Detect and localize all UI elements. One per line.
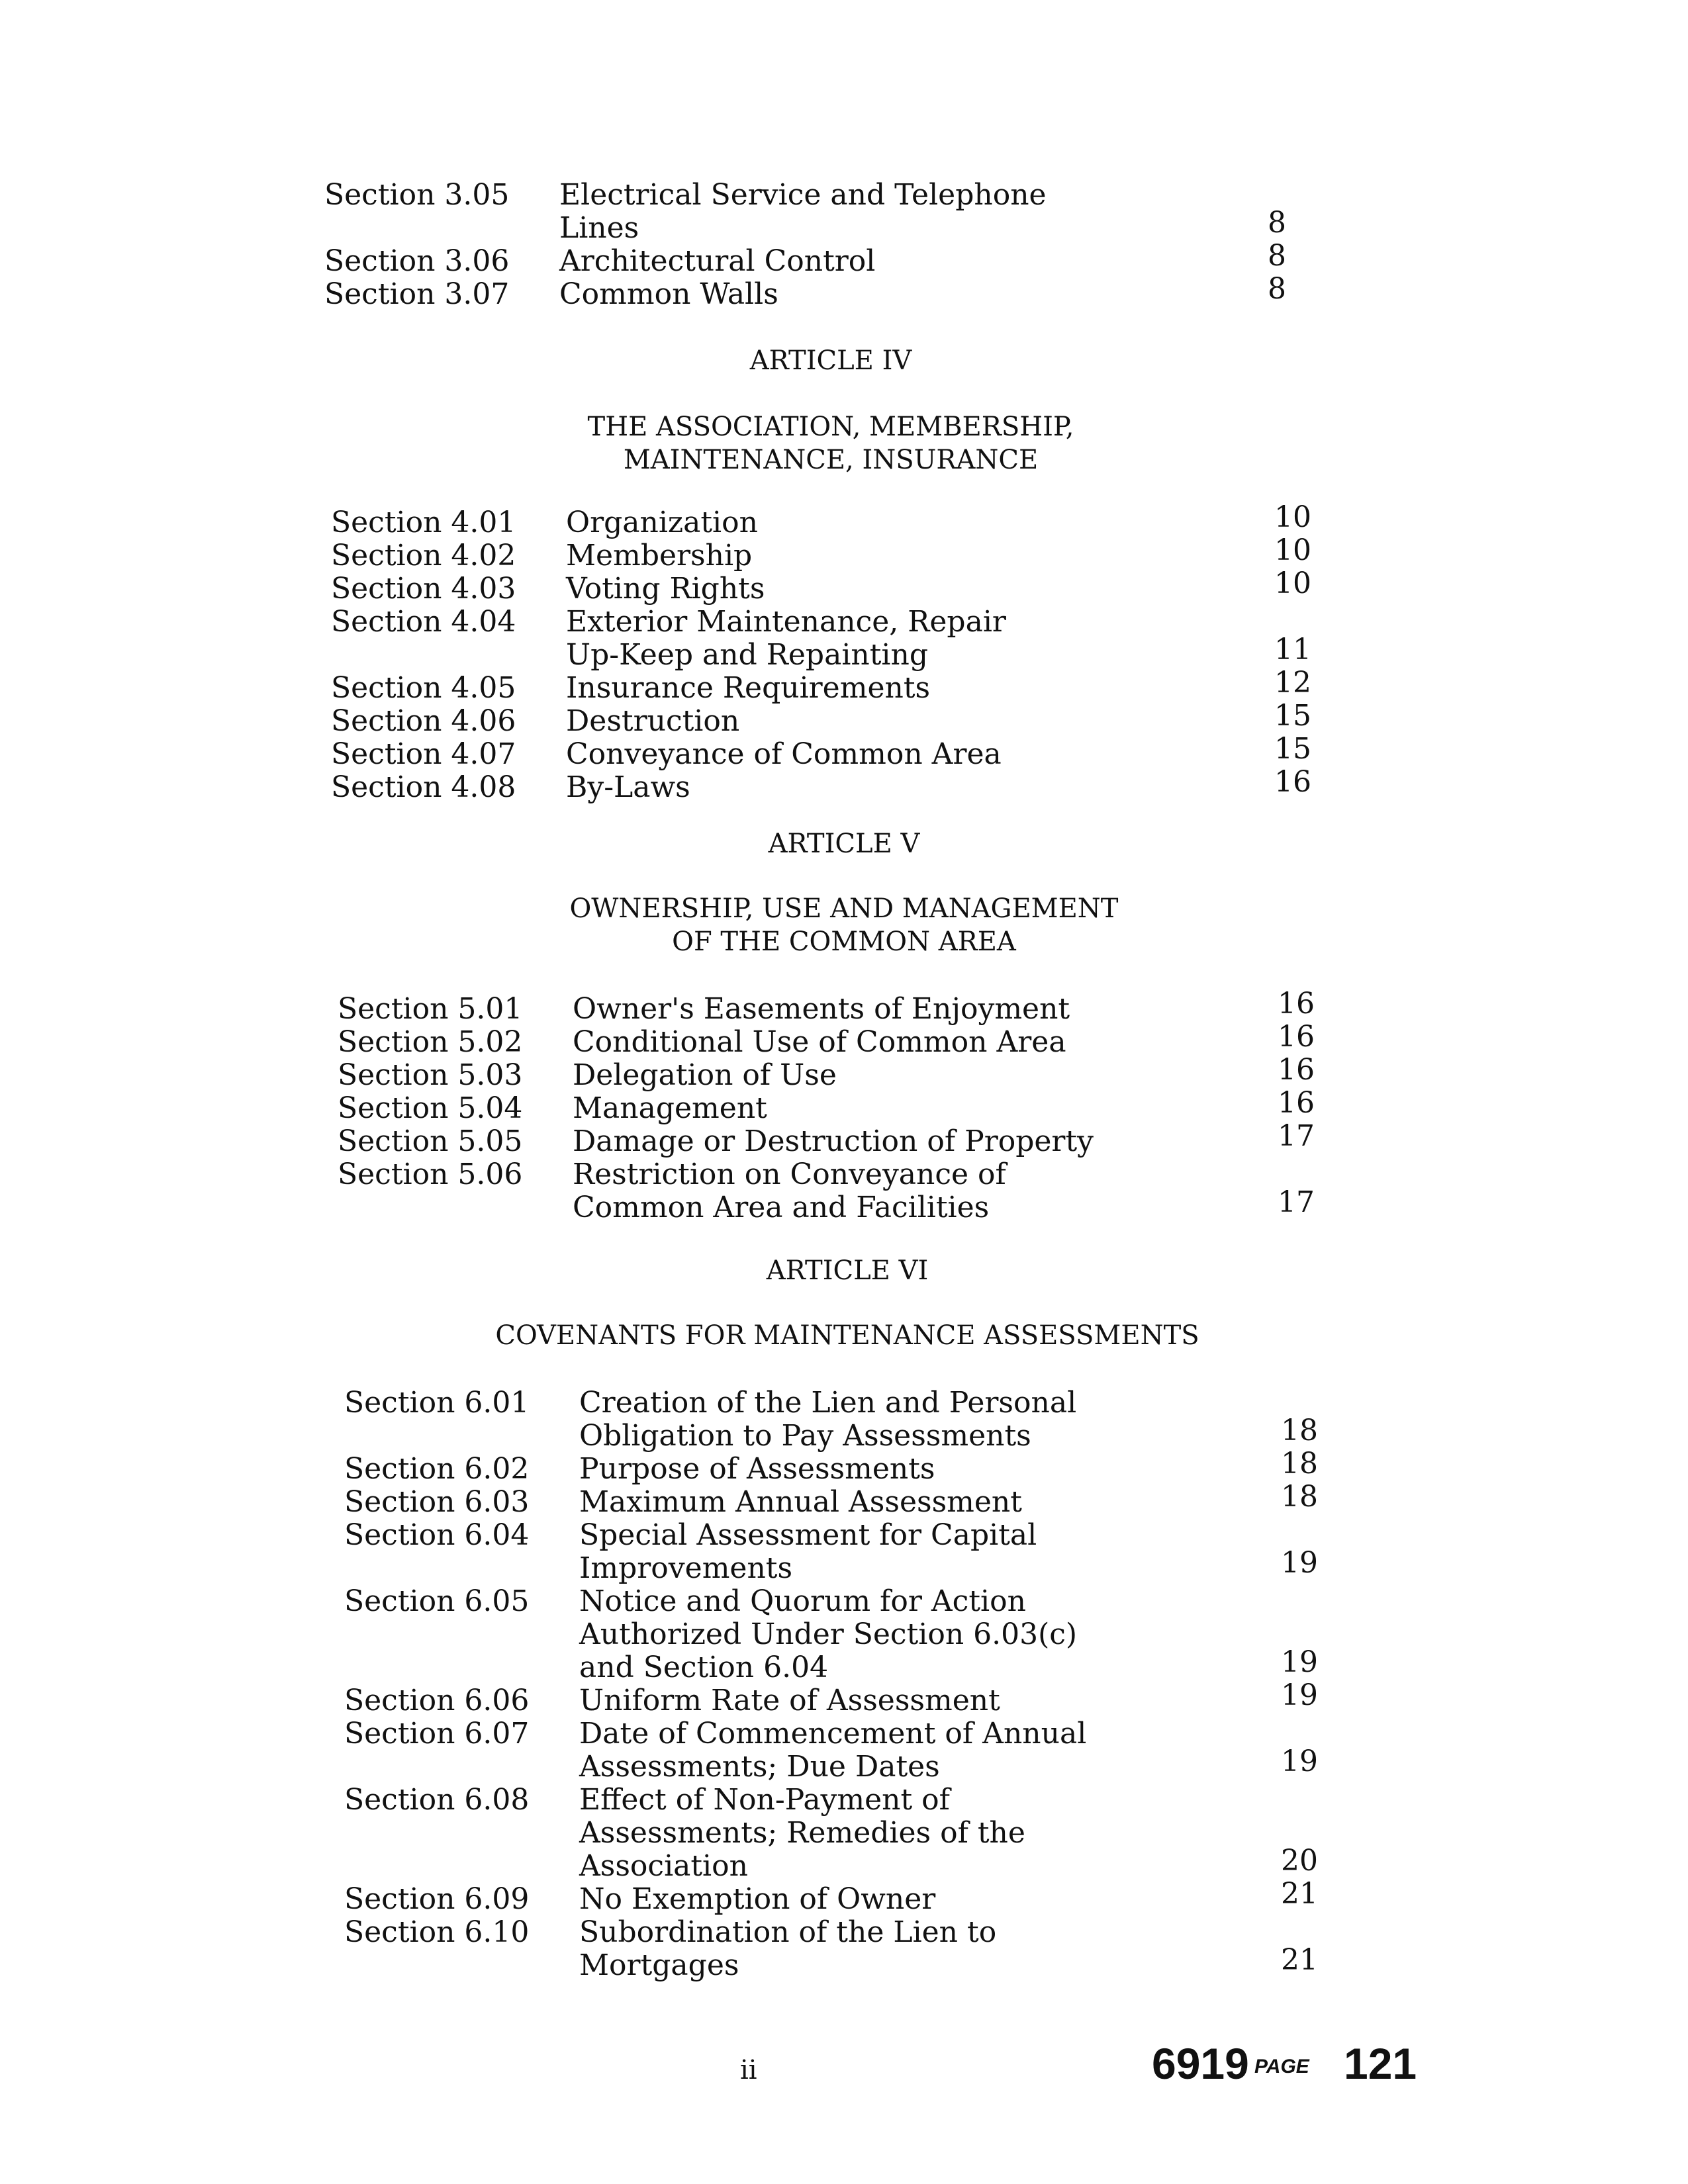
page-reference: 15 xyxy=(1274,732,1311,766)
page-reference: 10 xyxy=(1274,500,1311,534)
toc-article-4 xyxy=(331,500,1344,804)
article-subtitle-line: OF THE COMMON AREA xyxy=(672,927,1016,957)
page-reference: 18 xyxy=(1281,1414,1318,1447)
section-number: Section 3.06 xyxy=(324,244,510,278)
section-number: Section 4.06 xyxy=(331,704,516,738)
toc-entry xyxy=(338,1158,1344,1224)
page-reference: 18 xyxy=(1281,1447,1318,1480)
book-number: 6919 xyxy=(1152,2039,1249,2088)
article-5-heading-block xyxy=(338,827,1350,973)
toc-entry xyxy=(324,239,1337,278)
page-reference: 18 xyxy=(1281,1480,1318,1514)
toc-article-6 xyxy=(344,1387,1350,1982)
section-number: Section 6.06 xyxy=(344,1684,530,1717)
section-title-line: Exterior Maintenance, Repair xyxy=(566,605,1006,639)
section-title-line: Assessments; Due Dates xyxy=(579,1750,940,1784)
section-title-line: Improvements xyxy=(579,1551,793,1585)
page-reference: 10 xyxy=(1274,567,1311,600)
article-4-heading-block xyxy=(324,344,1337,490)
section-number: Section 6.03 xyxy=(344,1485,530,1519)
section-title-line: Maximum Annual Assessment xyxy=(579,1485,1022,1519)
toc-entry xyxy=(344,1519,1350,1585)
section-number: Section 4.04 xyxy=(331,605,516,639)
section-title-line: Subordination of the Lien to xyxy=(579,1915,997,1949)
page-reference: 12 xyxy=(1274,666,1311,700)
section-number: Section 4.02 xyxy=(331,539,516,572)
page-reference: 21 xyxy=(1281,1877,1318,1911)
section-title-line: Management xyxy=(573,1091,767,1125)
page-reference: 16 xyxy=(1278,987,1315,1021)
article-heading: ARTICLE IV xyxy=(749,345,912,376)
toc-entry xyxy=(338,1053,1344,1092)
section-number: Section 4.03 xyxy=(331,572,516,606)
section-title-line: Authorized Under Section 6.03(c) xyxy=(579,1617,1078,1651)
section-title-line: Obligation to Pay Assessments xyxy=(579,1419,1031,1453)
toc-entry xyxy=(324,272,1337,311)
page-reference: 8 xyxy=(1268,239,1286,273)
section-title-line: Mortgages xyxy=(579,1948,739,1982)
page-reference: 10 xyxy=(1274,533,1311,567)
section-number: Section 5.02 xyxy=(338,1025,523,1059)
page-reference: 19 xyxy=(1281,1546,1318,1580)
section-number: Section 6.04 xyxy=(344,1518,530,1552)
section-title-line: Delegation of Use xyxy=(573,1058,837,1092)
section-number: Section 6.05 xyxy=(344,1584,530,1618)
section-title-line: Insurance Requirements xyxy=(566,671,931,705)
toc-entry xyxy=(338,1020,1344,1059)
toc-entry xyxy=(331,732,1344,771)
section-title-line: Architectural Control xyxy=(559,244,876,278)
section-number: Section 4.07 xyxy=(331,737,516,771)
section-number: Section 6.01 xyxy=(344,1386,530,1420)
article-subtitle-line: MAINTENANCE, INSURANCE xyxy=(623,445,1039,475)
page-reference: 19 xyxy=(1281,1678,1318,1712)
toc-entry xyxy=(344,1717,1350,1784)
recording-stamp xyxy=(1152,2038,1430,2091)
section-title-line: Membership xyxy=(566,539,753,572)
section-title-line: and Section 6.04 xyxy=(579,1651,829,1684)
section-number: Section 3.05 xyxy=(324,178,510,212)
toc-entry xyxy=(344,1916,1350,1982)
section-title-line: By-Laws xyxy=(566,770,690,804)
toc-entry xyxy=(344,1387,1350,1453)
toc-entry xyxy=(331,500,1344,539)
article-heading: ARTICLE V xyxy=(768,829,920,859)
page-reference: 8 xyxy=(1268,206,1286,240)
page-reference: 15 xyxy=(1274,699,1311,733)
section-title-line: Destruction xyxy=(566,704,740,738)
toc-entry xyxy=(338,1119,1344,1158)
toc-entry xyxy=(324,179,1337,245)
section-number: Section 6.09 xyxy=(344,1882,530,1916)
section-title-line: Notice and Quorum for Action xyxy=(579,1584,1026,1618)
page-word: PAGE xyxy=(1254,2056,1309,2077)
section-title-line: No Exemption of Owner xyxy=(579,1882,936,1916)
toc-entry xyxy=(344,1877,1350,1916)
section-title-line: Effect of Non-Payment of xyxy=(579,1783,950,1817)
section-title-line: Common Area and Facilities xyxy=(573,1191,990,1224)
page-reference: 21 xyxy=(1281,1943,1318,1977)
section-number: Section 5.06 xyxy=(338,1158,523,1191)
section-title-line: Special Assessment for Capital xyxy=(579,1518,1037,1552)
section-number: Section 6.02 xyxy=(344,1452,530,1486)
toc-entry xyxy=(331,567,1344,606)
section-title-line: Up-Keep and Repainting xyxy=(566,638,928,672)
page-reference: 16 xyxy=(1278,1053,1315,1087)
article-subtitle-line: OWNERSHIP, USE AND MANAGEMENT xyxy=(569,893,1119,924)
section-title-line: Conveyance of Common Area xyxy=(566,737,1002,771)
page-reference: 19 xyxy=(1281,1645,1318,1679)
toc-entry xyxy=(331,533,1344,572)
section-title-line: Date of Commencement of Annual xyxy=(579,1717,1087,1751)
section-title-line: Uniform Rate of Assessment xyxy=(579,1684,1000,1717)
section-number: Section 6.07 xyxy=(344,1717,530,1751)
section-number: Section 5.01 xyxy=(338,992,523,1026)
page-reference: 17 xyxy=(1278,1185,1315,1219)
section-title-line: Assessments; Remedies of the xyxy=(579,1816,1025,1850)
section-number: Section 5.05 xyxy=(338,1124,523,1158)
page-reference: 19 xyxy=(1281,1745,1318,1778)
section-number: Section 5.03 xyxy=(338,1058,523,1092)
section-title-line: Voting Rights xyxy=(566,572,765,606)
toc-article-3 xyxy=(324,179,1337,324)
toc-entry xyxy=(331,666,1344,705)
section-title-line: Lines xyxy=(559,211,639,245)
section-number: Section 6.10 xyxy=(344,1915,530,1949)
toc-article-5 xyxy=(338,987,1344,1244)
section-number: Section 4.05 xyxy=(331,671,516,705)
page-reference: 17 xyxy=(1278,1119,1315,1153)
page-reference: 16 xyxy=(1274,765,1311,799)
toc-entry xyxy=(338,1086,1344,1125)
section-title-line: Owner's Easements of Enjoyment xyxy=(573,992,1070,1026)
section-title-line: Common Walls xyxy=(559,277,778,311)
article-heading: ARTICLE VI xyxy=(766,1255,929,1286)
section-title-line: Association xyxy=(579,1849,748,1883)
article-6-heading-block xyxy=(344,1254,1350,1353)
page-reference: 16 xyxy=(1278,1086,1315,1120)
section-number: Section 4.08 xyxy=(331,770,516,804)
article-subtitle-line: THE ASSOCIATION, MEMBERSHIP, xyxy=(587,412,1074,442)
page-reference: 16 xyxy=(1278,1020,1315,1054)
section-number: Section 4.01 xyxy=(331,506,516,539)
toc-entry xyxy=(344,1480,1350,1519)
section-number: Section 3.07 xyxy=(324,277,510,311)
section-title-line: Creation of the Lien and Personal xyxy=(579,1386,1077,1420)
recorded-page-number: 121 xyxy=(1344,2039,1417,2088)
section-title-line: Organization xyxy=(566,506,758,539)
page-reference: 20 xyxy=(1281,1844,1318,1878)
toc-entry xyxy=(344,1678,1350,1717)
section-title-line: Damage or Destruction of Property xyxy=(573,1124,1094,1158)
article-subtitle-line: COVENANTS FOR MAINTENANCE ASSESSMENTS xyxy=(495,1320,1199,1351)
section-number: Section 5.04 xyxy=(338,1091,523,1125)
page-reference: 8 xyxy=(1268,272,1286,306)
toc-entry xyxy=(344,1784,1350,1883)
section-title-line: Conditional Use of Common Area xyxy=(573,1025,1066,1059)
page-reference: 11 xyxy=(1274,633,1311,666)
toc-entry xyxy=(331,765,1344,804)
section-title-line: Purpose of Assessments xyxy=(579,1452,935,1486)
section-title-line: Restriction on Conveyance of xyxy=(573,1158,1006,1191)
toc-entry xyxy=(344,1447,1350,1486)
toc-entry xyxy=(344,1585,1350,1684)
section-number: Section 6.08 xyxy=(344,1783,530,1817)
toc-entry xyxy=(331,606,1344,672)
toc-entry xyxy=(338,987,1344,1026)
toc-entry xyxy=(331,699,1344,738)
section-title-line: Electrical Service and Telephone xyxy=(559,178,1047,212)
page-number: ii xyxy=(740,2055,757,2085)
